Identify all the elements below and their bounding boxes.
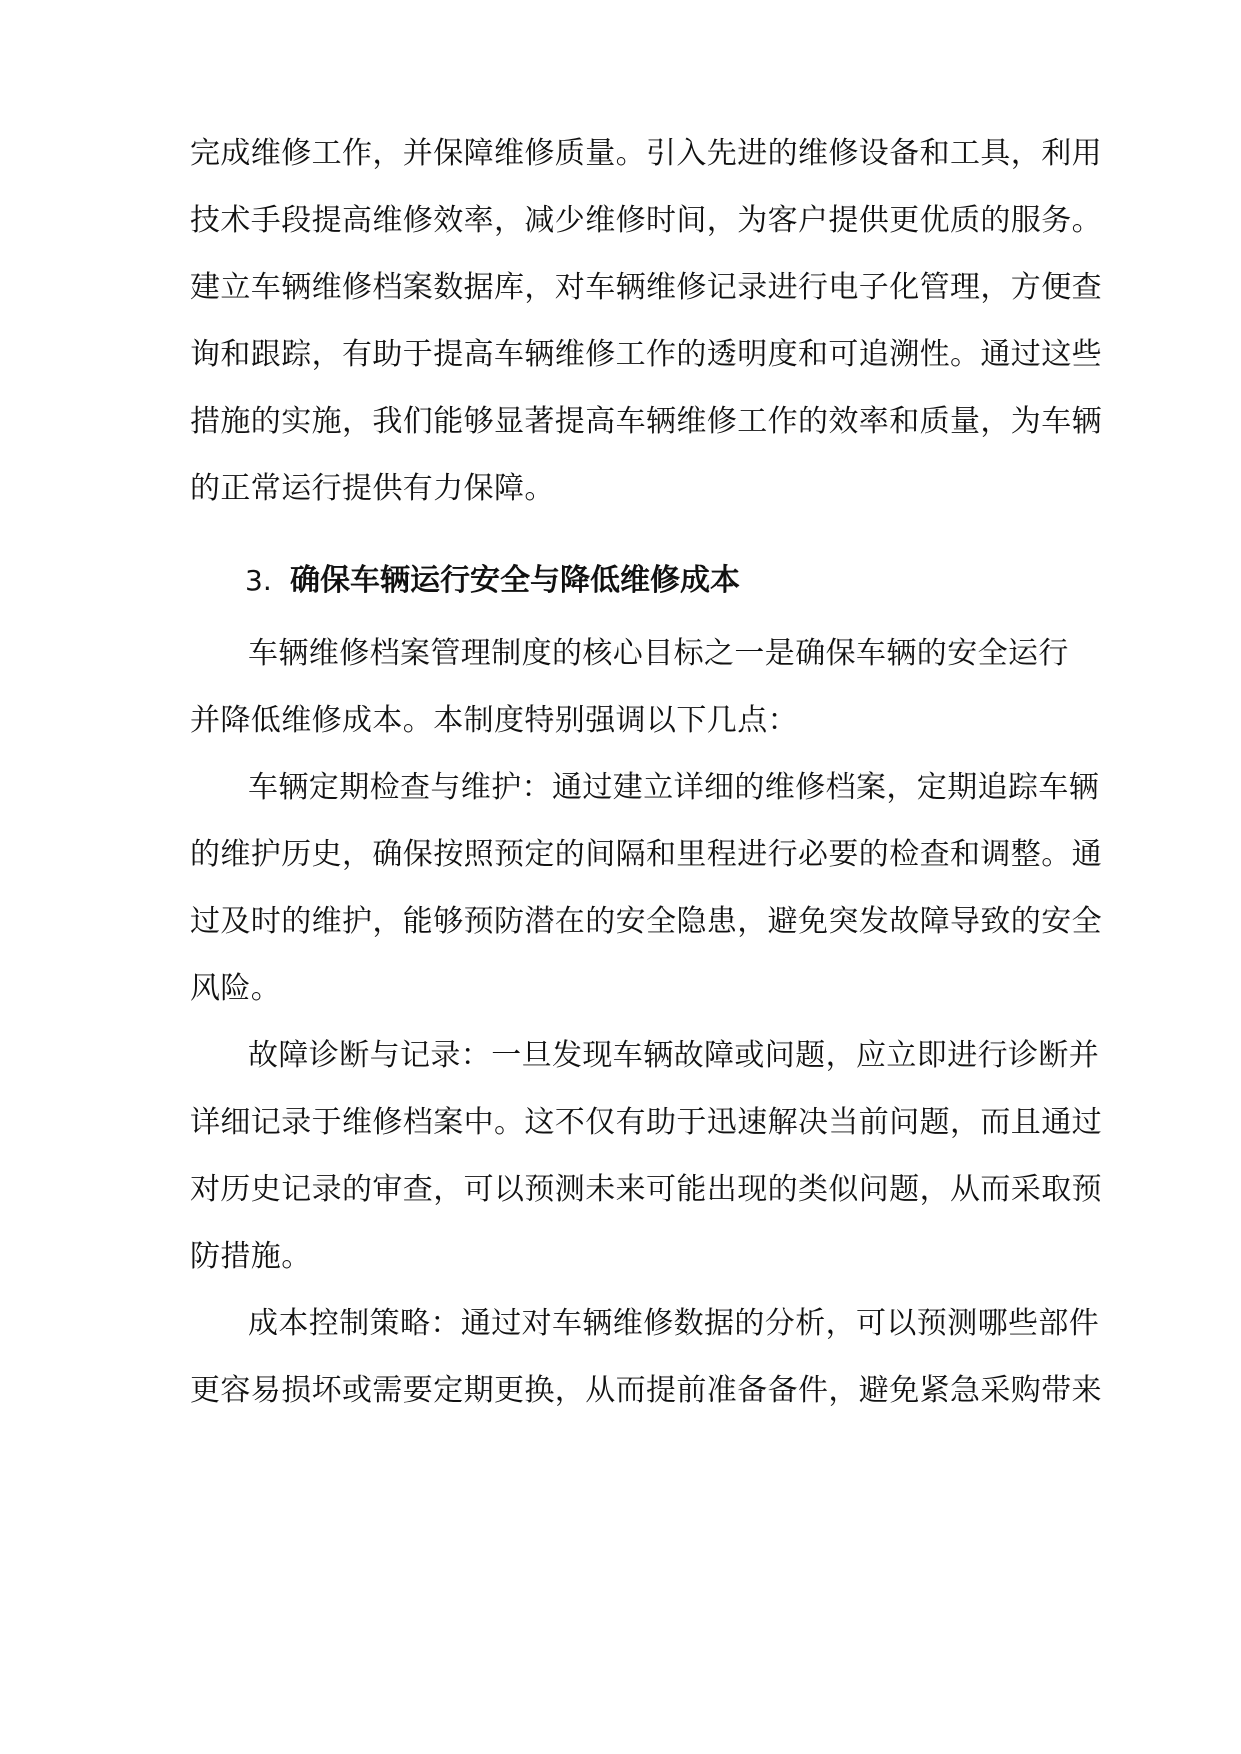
paragraph-3-line-1: 车辆定期检查与维护：通过建立详细的维修档案，定期追踪车辆 (248, 770, 1100, 805)
section-number: 3. (245, 564, 272, 597)
paragraph-1-line-5: 措施的实施，我们能够显著提高车辆维修工作的效率和质量，为车辆 (190, 404, 1102, 439)
paragraph-3-line-2: 的维护历史，确保按照预定的间隔和里程进行必要的检查和调整。通 (190, 837, 1102, 872)
paragraph-5-line-2: 更容易损坏或需要定期更换，从而提前准备备件，避免紧急采购带来 (190, 1373, 1102, 1408)
paragraph-4-line-2: 详细记录于维修档案中。这不仅有助于迅速解决当前问题，而且通过 (190, 1105, 1102, 1140)
paragraph-1-line-3: 建立车辆维修档案数据库，对车辆维修记录进行电子化管理，方便查 (190, 270, 1102, 305)
paragraph-2-line-2: 并降低维修成本。本制度特别强调以下几点： (190, 703, 798, 738)
paragraph-4-line-4: 防措施。 (190, 1239, 312, 1274)
paragraph-3-line-3: 过及时的维护，能够预防潜在的安全隐患，避免突发故障导致的安全 (190, 904, 1102, 939)
paragraph-3-line-4: 风险。 (190, 971, 282, 1006)
paragraph-2-line-1: 车辆维修档案管理制度的核心目标之一是确保车辆的安全运行 (248, 636, 1069, 671)
section-title: 确保车辆运行安全与降低维修成本 (290, 563, 740, 598)
paragraph-1-line-4: 询和跟踪，有助于提高车辆维修工作的透明度和可追溯性。通过这些 (190, 337, 1102, 372)
paragraph-4-line-3: 对历史记录的审查，可以预测未来可能出现的类似问题，从而采取预 (190, 1172, 1102, 1207)
paragraph-4-line-1: 故障诊断与记录：一旦发现车辆故障或问题，应立即进行诊断并 (248, 1038, 1100, 1073)
paragraph-1-line-2: 技术手段提高维修效率，减少维修时间，为客户提供更优质的服务。 (190, 203, 1102, 238)
paragraph-5-line-1: 成本控制策略：通过对车辆维修数据的分析，可以预测哪些部件 (248, 1306, 1100, 1341)
paragraph-1-line-6: 的正常运行提供有力保障。 (190, 471, 555, 506)
paragraph-1-line-1: 完成维修工作，并保障维修质量。引入先进的维修设备和工具，利用 (190, 136, 1102, 171)
